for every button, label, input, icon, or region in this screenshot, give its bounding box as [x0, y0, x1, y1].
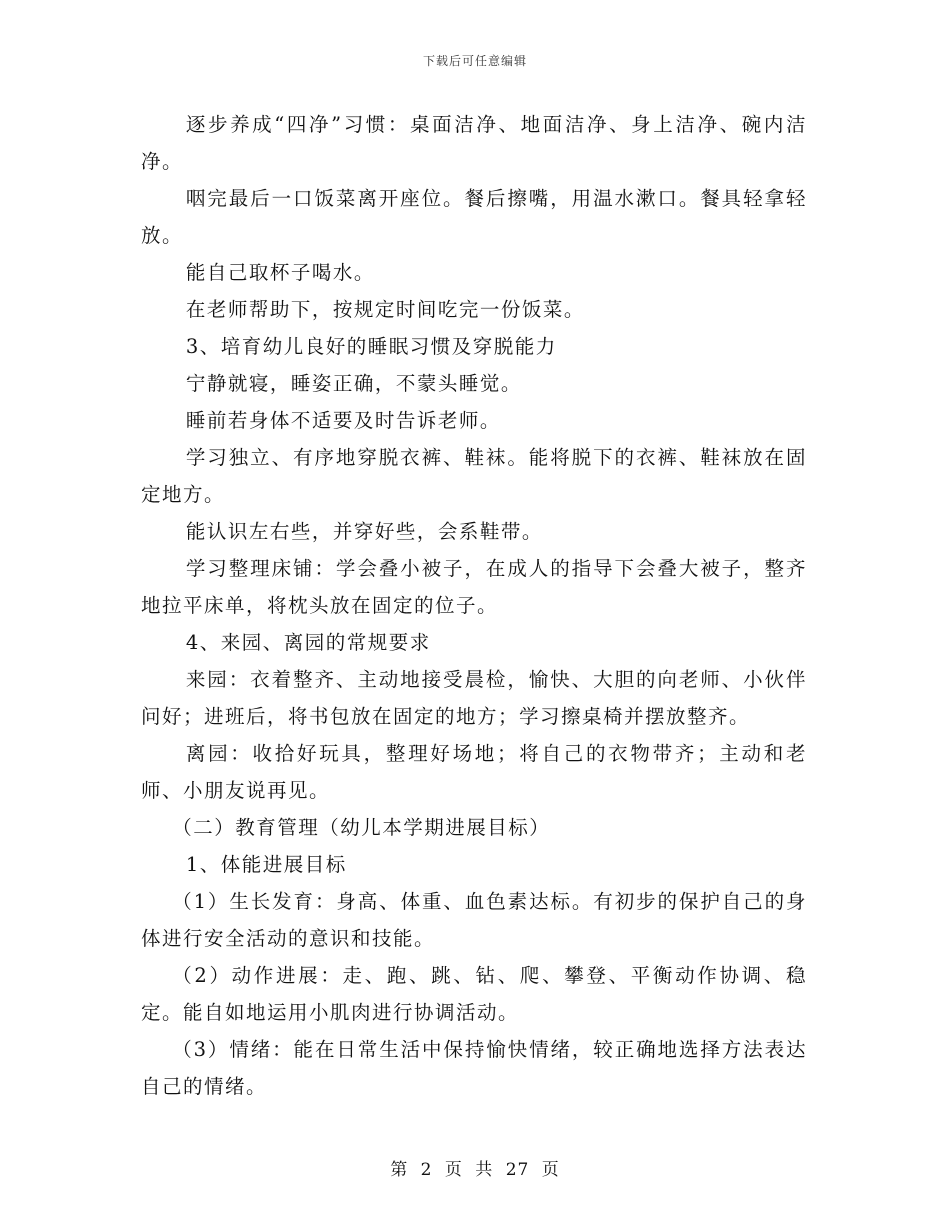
paragraph: 逐步养成“四净”习惯：桌面洁净、地面洁净、身上洁净、碗内洁净。	[141, 113, 807, 173]
paragraph: 学习独立、有序地穿脱衣裤、鞋袜。能将脱下的衣裤、鞋袜放在固定地方。	[141, 446, 807, 506]
paragraph: 咽完最后一口饭菜离开座位。餐后擦嘴，用温水漱口。餐具轻拿轻放。	[141, 187, 807, 247]
paragraph: 能认识左右些，并穿好些，会系鞋带。	[185, 520, 543, 543]
paragraph: 宁静就寝，睡姿正确，不蒙头睡觉。	[185, 372, 522, 395]
section-heading: 4、来园、离园的常规要求	[185, 631, 431, 654]
paragraph: （1）生长发育：身高、体重、血色素达标。有初步的保护自己的身体进行安全活动的意识和技能。	[141, 890, 807, 950]
paragraph: （3）情绪：能在日常生活中保持愉快情绪，较正确地选择方法表达自己的情绪。	[141, 1038, 807, 1098]
paragraph: 来园：衣着整齐、主动地接受晨检，愉快、大胆的向老师、小伙伴问好；进班后，将书包放在固定的地方；学习擦桌椅并摆放整齐。	[141, 668, 807, 728]
page-number-footer: 第 2 页 共 27 页	[390, 1160, 560, 1180]
paragraph: 学习整理床铺：学会叠小被子，在成人的指导下会叠大被子，整齐地拉平床单，将枕头放在固定的位子。	[141, 557, 807, 617]
paragraph: （2）动作进展：走、跑、跳、钻、爬、攀登、平衡动作协调、稳定。能自如地运用小肌肉进行协调活动。	[141, 964, 807, 1024]
paragraph: 睡前若身体不适要及时告诉老师。	[185, 409, 501, 432]
section-heading: 3、培育幼儿良好的睡眠习惯及穿脱能力	[185, 335, 557, 358]
paragraph: 离园：收拾好玩具，整理好场地；将自己的衣物带齐；主动和老师、小朋友说再见。	[141, 742, 807, 802]
page-header: 下载后可任意编辑	[422, 54, 527, 68]
section-heading: （二）教育管理（幼儿本学期进展目标）	[172, 816, 551, 839]
section-heading: 1、体能进展目标	[185, 853, 347, 876]
paragraph: 能自己取杯子喝水。	[185, 261, 375, 284]
paragraph: 在老师帮助下，按规定时间吃完一份饭菜。	[185, 298, 585, 321]
document-body	[141, 106, 807, 1105]
